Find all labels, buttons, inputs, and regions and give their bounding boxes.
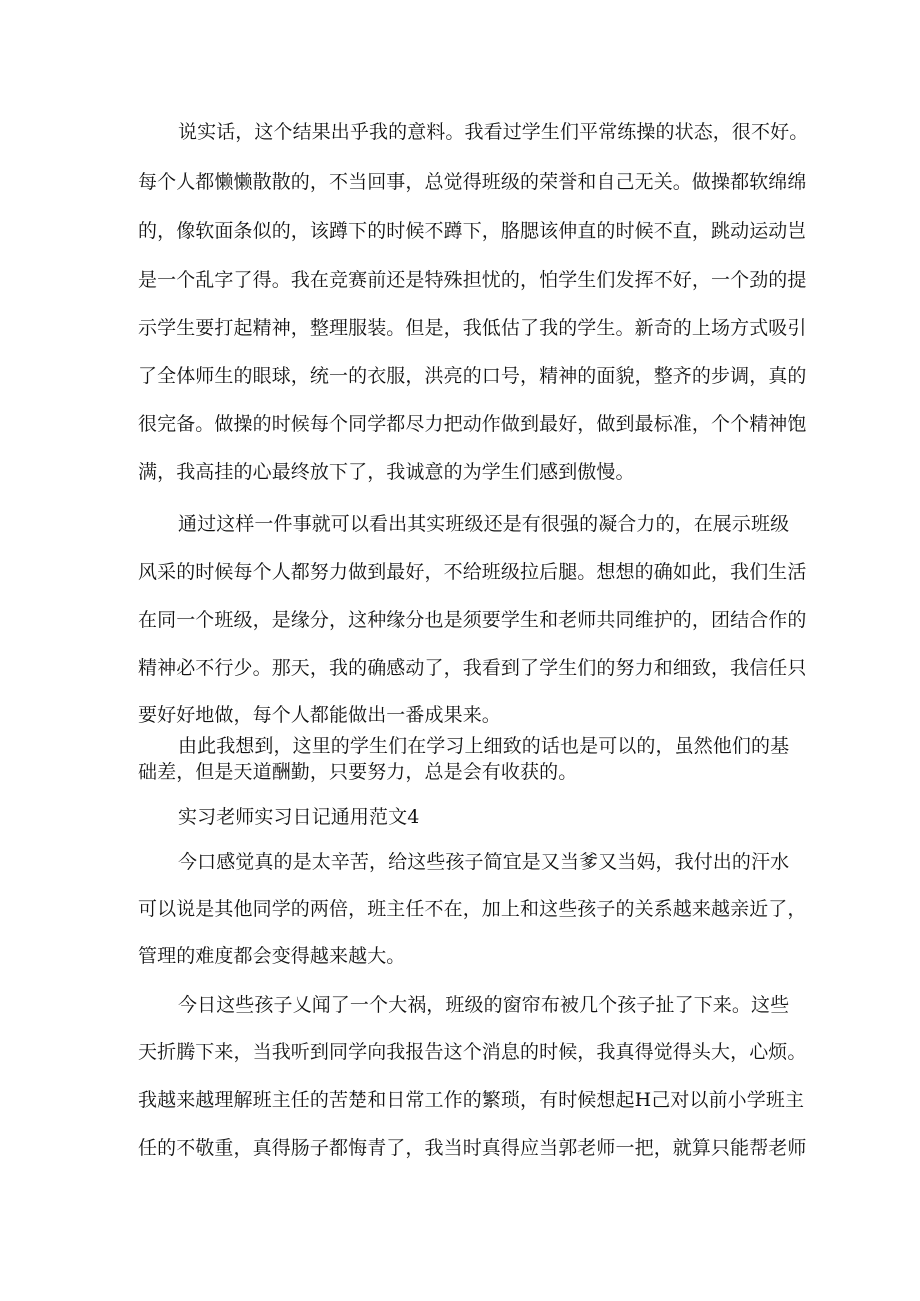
paragraph-3-line-2: 础差，但是天道酬勤，只要努力，总是会有收获的。 bbox=[138, 761, 578, 783]
paragraph-1-line-1: 说实话，这个结果出乎我的意料。我看过学生们平常练操的状态，很不好。 bbox=[178, 121, 809, 143]
paragraph-2-line-3: 在同一个班级，是缘分，这种缘分也是须要学生和老师共同维护的，团结合作的 bbox=[138, 609, 807, 631]
paragraph-1-line-4: 是一个乱字了得。我在竞赛前还是特殊担忧的，怕学生们发挥不好，一个劲的提 bbox=[138, 269, 807, 291]
paragraph-1-line-8: 满，我高挂的心最终放下了，我诚意的为学生们感到傲慢。 bbox=[138, 461, 635, 483]
paragraph-5-line-3: 我越来越理解班主任的苦楚和日常工作的繁琐，有时候想起H己对以前小学班主 bbox=[138, 1089, 805, 1111]
paragraph-2-line-4: 精神必不行少。那天，我的确感动了，我看到了学生们的努力和细致，我信任只 bbox=[138, 657, 807, 679]
paragraph-1-line-3: 的，像软面条似的，该蹲下的时候不蹲下，胳腮该伸直的时候不直，跳动运动岂 bbox=[138, 220, 807, 242]
paragraph-2-line-5: 要好好地做，每个人都能做出一番成果来。 bbox=[138, 704, 501, 726]
paragraph-1-line-7: 很完备。做操的时候每个同学都尽力把动作做到最好，做到最标准，个个精神饱 bbox=[138, 413, 807, 435]
paragraph-2-line-2: 风采的时候每个人都努力做到最好，不给班级拉后腿。想想的确如此，我们生活 bbox=[138, 561, 807, 583]
paragraph-1-line-5: 示学生要打起精神，整理服装。但是，我低估了我的学生。新奇的上场方式吸引 bbox=[138, 317, 807, 339]
paragraph-5-line-1: 今日这些孩子乂闻了一个大祸，班级的窗帘布被几个孩子扯了下来。这些 bbox=[178, 994, 790, 1016]
paragraph-2-line-1: 通过这样一件事就可以看出其实班级还是有很强的凝合力的，在展示班级 bbox=[178, 513, 790, 535]
paragraph-3-line-1: 由此我想到，这里的学生们在学习上细致的话也是可以的，虽然他们的基 bbox=[178, 735, 790, 757]
paragraph-5-line-2: 天折腾下来，当我听到同学向我报告这个消息的时候，我真得觉得头大，心烦。 bbox=[138, 1041, 807, 1063]
paragraph-5-line-4: 任的不敬重，真得肠子都悔青了，我当时真得应当郭老师一把，就算只能帮老师 bbox=[138, 1137, 807, 1159]
paragraph-4-line-1: 今口感觉真的是太辛苦，给这些孩子简宜是又当爹又当妈，我付出的汗水 bbox=[178, 851, 790, 873]
section-heading: 实习老师实习日记通用范文4 bbox=[178, 806, 420, 828]
paragraph-4-line-2: 可以说是其他同学的两倍，班主任不在，加上和这些孩子的关系越来越亲近了， bbox=[138, 898, 807, 920]
paragraph-4-line-3: 管理的难度都会变得越来越大。 bbox=[138, 945, 406, 967]
paragraph-1-line-2: 每个人都懒懒散散的，不当回事，总觉得班级的荣誉和自己无关。做操都软绵绵 bbox=[138, 171, 807, 193]
paragraph-1-line-6: 了全体师生的眼球，统一的衣服，洪亮的口号，精神的面貌，整齐的步调，真的 bbox=[138, 365, 807, 387]
